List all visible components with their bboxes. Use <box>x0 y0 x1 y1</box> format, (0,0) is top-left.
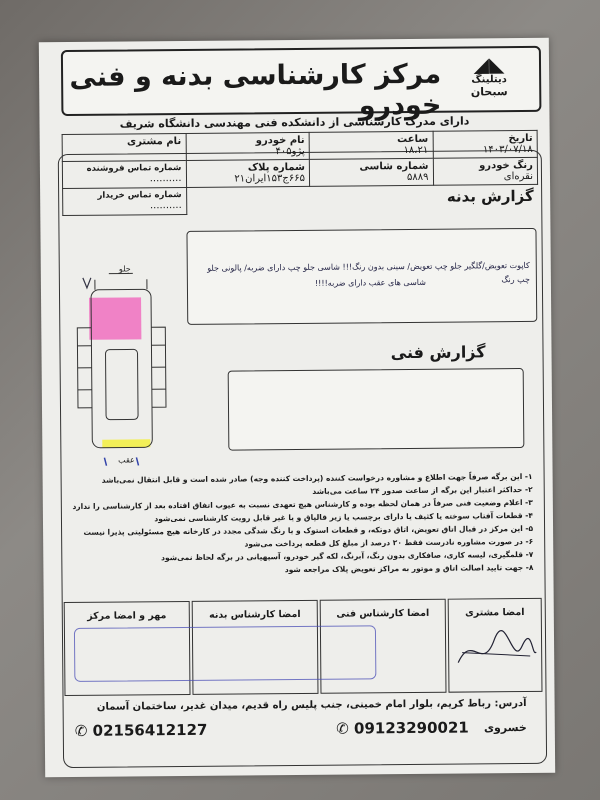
term-item: ۷- قلمگیری، لیسه کاری، صافکاری بدون رنگ، آبرنگ، لکه گیر خودرو، آسپهیانی در برگه لحاظ نمی‌شود <box>161 549 534 563</box>
handwritten-signature-icon <box>452 622 538 673</box>
tech-expert-signature-label: امضا کارشناس فنی <box>336 607 430 620</box>
inspection-form-paper <box>39 38 555 777</box>
tech-report-box <box>228 368 525 451</box>
time-label: ساعت <box>397 133 429 146</box>
chassis-cell <box>309 158 433 186</box>
term-item: ۲- حداکثر اعتبار این برگه از ساعت صدور ۲۴ ساعت می‌باشد <box>312 484 533 496</box>
chassis-value: ۵۸۸۹ <box>406 171 429 184</box>
body-report-title: گزارش بدنه <box>446 186 534 206</box>
customer-signature-label: امضا مشتری <box>465 607 525 619</box>
plate-cell <box>186 159 310 187</box>
rear-label: عقب <box>118 455 135 465</box>
plate-value: ۶۶۵ج۱۵۳ایران۲۱ <box>234 172 306 185</box>
buyer-contact-label: شماره تماس خریدار <box>97 189 182 201</box>
body-report-box <box>186 228 537 325</box>
center-stamp-label: مهر و امضا مرکز <box>87 610 167 622</box>
mobile-number-text: 09123290021 <box>353 718 469 738</box>
mobile-number <box>336 719 469 738</box>
company-logo <box>447 54 531 105</box>
form-title: مرکز کارشناسی بدنه و فنی خودرو <box>69 58 442 122</box>
chassis-label: شماره شاسی <box>359 160 429 173</box>
landline-number <box>75 721 208 740</box>
hood-highlight <box>89 297 141 339</box>
body-report-line-1: کاپوت تعویض/گلگیر جلو چپ تعویض/ سینی بدون رنگ!!! شاسی جلو چپ دارای ضربه/ پالونی جلو چپ رنگ <box>207 260 530 285</box>
term-item: ۴- قطعات آفتاب سوخته یا کثیف یا دارای برچسب یا زیر قالپاق و یا غیر قابل رویت کارشناسی نمی‌شود <box>154 510 533 524</box>
term-item: ۳- اعلام وضعیت فنی صرفاً در همان لحظه بوده و کارشناس هیچ تعهدی نسبت به عیوب اتفاق افتاده بعد از کارشناسی را ندارد <box>72 497 533 511</box>
tech-report-title: گزارش فنی <box>390 342 486 363</box>
buyer-contact-cell <box>63 187 187 215</box>
date-label: تاریخ <box>508 132 533 145</box>
owner-name: خسروی <box>483 721 527 735</box>
body-report-title-cell <box>186 184 538 214</box>
phone-icon: ✆ <box>336 719 349 738</box>
address: آدرس: رباط کریم، بلوار امام خمینی، جنب پلیس راه قدیم، میدان غدیر، ساختمان آسمان <box>96 698 527 713</box>
term-item: ۶- در صورت مشاوره نادرست فقط ۲۰ درصد از مبلغ کل قطعه پرداخت می‌شود <box>244 536 534 549</box>
time-cell <box>309 131 433 159</box>
signature-row <box>66 598 543 694</box>
color-cell <box>433 157 538 185</box>
arrow-front-icon <box>83 278 91 288</box>
form-subtitle: دارای مدرک کارشناسی از دانشکده فنی مهندسی دانشگاه شریف <box>119 114 470 131</box>
car-logo-icon: ◢◣ <box>473 52 505 77</box>
form-header <box>61 46 542 122</box>
color-value: نقره‌ای <box>503 170 534 183</box>
vehicle-info-table <box>62 130 539 216</box>
car-name-label: نام خودرو <box>255 134 305 147</box>
time-value: ۱۸،۲۱ <box>403 144 429 157</box>
buyer-contact-value: .......... <box>149 199 182 212</box>
customer-name-label: نام مشتری <box>126 136 182 148</box>
car-roof <box>105 349 138 419</box>
terms-list <box>71 470 534 578</box>
date-cell <box>433 130 538 158</box>
car-name-value: پژو۴۰۵ <box>275 145 305 158</box>
seller-contact-label: شماره تماس فروشنده <box>86 162 182 174</box>
plate-label: شماره پلاک <box>247 161 305 174</box>
car-body-diagram <box>69 257 201 468</box>
front-label: جلو <box>118 264 131 274</box>
landline-number-text: 02156412127 <box>92 720 208 740</box>
rear-bumper-highlight <box>102 439 150 447</box>
seller-contact-value: .......... <box>149 172 182 185</box>
body-expert-signature-label: امضا کارشناس بدنه <box>208 608 301 621</box>
customer-name-cell <box>62 133 186 161</box>
phone-icon: ✆ <box>74 721 88 740</box>
logo-text-1: دیتلینگ <box>471 74 507 86</box>
car-name-cell <box>186 132 310 160</box>
customer-signature-box[interactable] <box>448 598 543 693</box>
logo-text-2: سبحان <box>470 85 508 99</box>
seller-contact-cell <box>62 160 186 188</box>
car-doors <box>77 345 165 390</box>
term-item: ۵- این مرکز در قبال اتاق تعویض، اتاق دوتکه، و قطعات استوک و یا رنگ شدگی مجدد در کارخانه هیچ مسئولیتی پذیرا نیست <box>83 523 534 537</box>
date-value: ۱۴۰۳/۰۷/۱۸ <box>482 143 533 156</box>
center-stamp-icon <box>74 625 376 682</box>
term-item: ۱- این برگه صرفاً جهت اطلاع و مشاوره درخواست کننده (پرداخت کننده وجه) صادر شده است و قابل انتقال نمی‌باشد <box>101 471 533 485</box>
front-marks <box>95 273 147 289</box>
body-report-line-2: شاسی های عقب دارای ضربه!!!! <box>314 277 426 288</box>
color-label: رنگ خودرو <box>479 159 533 172</box>
term-item: ۸- جهت تایید اصالت اتاق و موتور به مراکز تعویض پلاک مراجعه شود <box>284 562 534 575</box>
